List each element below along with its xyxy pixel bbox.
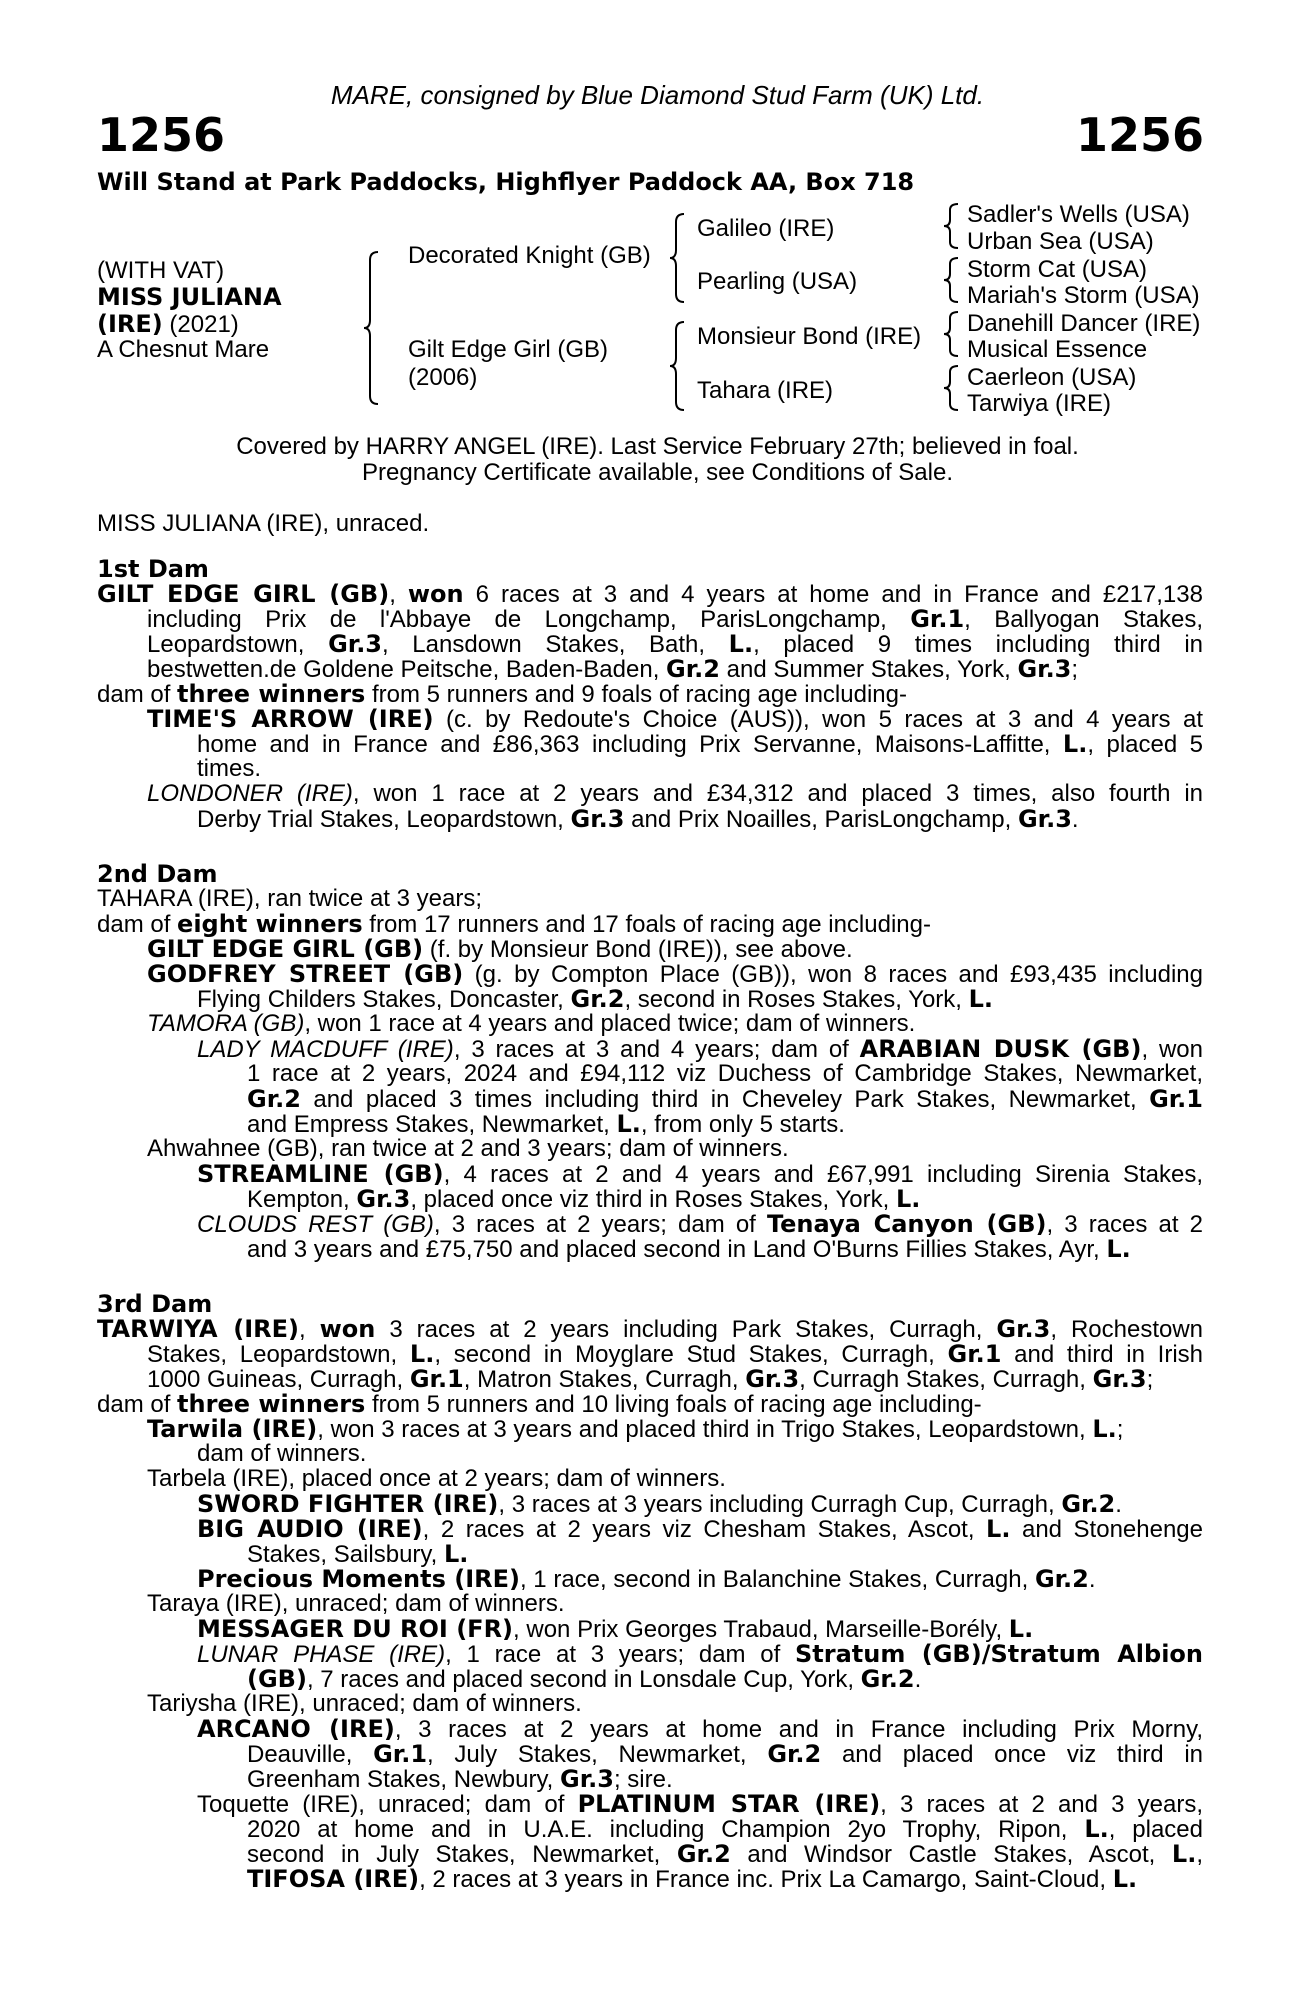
sire-name: Decorated Knight (GB) <box>408 242 651 269</box>
body-line: LUNAR PHASE (IRE), 1 race at 3 years; dam of Stratum (GB)/Stratum Albion <box>197 1640 1203 1668</box>
body-line: CLOUDS REST (GB), 3 races at 2 years; dam of Tenaya Canyon (GB), 3 races at 2 <box>197 1210 1203 1238</box>
dd-dam: Tarwiya (IRE) <box>967 390 1112 417</box>
body-line: Toquette (IRE), unraced; dam of PLATINUM STAR (IRE), 3 races at 2 and 3 years, <box>197 1790 1203 1818</box>
body-line: Ahwahnee (GB), ran twice at 2 and 3 years; dam of winners. <box>147 1135 789 1162</box>
dd-sire: Caerleon (USA) <box>967 364 1137 391</box>
body-line: Stakes, Sailsbury, L. <box>247 1540 469 1568</box>
sd-sire: Storm Cat (USA) <box>967 256 1148 283</box>
body-line: Tariysha (IRE), unraced; dam of winners. <box>147 1690 582 1717</box>
body-line: TARWIYA (IRE), won 3 races at 2 years including Park Stakes, Curragh, Gr.3, Rochestown <box>97 1315 1204 1343</box>
body-line: 1000 Guineas, Curragh, Gr.1, Matron Stakes, Curragh, Gr.3, Curragh Stakes, Curragh, Gr.3; <box>147 1365 1154 1393</box>
body-line: LONDONER (IRE), won 1 race at 2 years and £34,312 and placed 3 times, also fourth in <box>147 780 1203 807</box>
body-line: dam of eight winners from 17 runners and 17 foals of racing age including- <box>97 910 931 938</box>
covered-line-1: Covered by HARRY ANGEL (IRE). Last Service February 27th; believed in foal. <box>236 433 1079 460</box>
body-line: dam of three winners from 5 runners and 10 living foals of racing age including- <box>97 1390 982 1418</box>
body-line: and Empress Stakes, Newmarket, L., from only 5 starts. <box>247 1110 845 1138</box>
body-line: 1st Dam <box>97 555 209 583</box>
brace-sd <box>940 256 964 304</box>
dam-name: Gilt Edge Girl (GB) <box>408 336 609 363</box>
lot-number-right: 1256 <box>1075 108 1204 162</box>
body-line: (GB), 7 races and placed second in Lonsdale Cup, York, Gr.2. <box>247 1665 922 1693</box>
body-line: Derby Trial Stakes, Leopardstown, Gr.3 and Prix Noailles, ParisLongchamp, Gr.3. <box>197 805 1079 833</box>
consignor-line: MARE, consigned by Blue Diamond Stud Farm (UK) Ltd. <box>330 80 985 110</box>
body-line: and 3 years and £75,750 and placed second in Land O'Burns Fillies Stakes, Ayr, L. <box>247 1235 1131 1263</box>
body-line: including Prix de l'Abbaye de Longchamp, ParisLongchamp, Gr.1, Ballyogan Stakes, <box>147 605 1204 633</box>
body-line: home and in France and £86,363 including Prix Servanne, Maisons-Laffitte, L., placed 5 <box>197 730 1203 758</box>
body-line: dam of three winners from 5 runners and 9 foals of racing age including- <box>97 680 907 708</box>
sire-sire: Galileo (IRE) <box>697 215 835 242</box>
vat-note: (WITH VAT) <box>97 257 225 284</box>
horse-name-country: (IRE) (2021) <box>97 310 239 338</box>
body-line: second in July Stakes, Newmarket, Gr.2 and Windsor Castle Stakes, Ascot, L., <box>247 1840 1203 1868</box>
dam-year: (2006) <box>408 364 478 391</box>
body-line: Greenham Stakes, Newbury, Gr.3; sire. <box>247 1765 673 1793</box>
body-line: Stakes, Leopardstown, L., second in Moyglare Stud Stakes, Curragh, Gr.1 and third in Irish <box>147 1340 1204 1368</box>
dam-brace <box>666 318 690 414</box>
horse-description: A Chesnut Mare <box>97 336 270 363</box>
ss-sire: Sadler's Wells (USA) <box>967 201 1190 228</box>
body-line: Tarwila (IRE), won 3 races at 3 years and placed third in Trigo Stakes, Leopardstown, L.; <box>147 1415 1124 1443</box>
dam-sire: Monsieur Bond (IRE) <box>697 323 922 350</box>
body-line: Taraya (IRE), unraced; dam of winners. <box>147 1590 565 1617</box>
ds-sire: Danehill Dancer (IRE) <box>967 310 1201 337</box>
body-line: Deauville, Gr.1, July Stakes, Newmarket, Gr.2 and placed once viz third in <box>247 1740 1204 1768</box>
race-record: MISS JULIANA (IRE), unraced. <box>97 510 430 537</box>
ss-dam: Urban Sea (USA) <box>967 228 1154 255</box>
body-line: Kempton, Gr.3, placed once viz third in Roses Stakes, York, L. <box>247 1185 921 1213</box>
body-line: STREAMLINE (GB), 4 races at 2 and 4 years and £67,991 including Sirenia Stakes, <box>197 1160 1203 1188</box>
body-line: SWORD FIGHTER (IRE), 3 races at 3 years including Curragh Cup, Curragh, Gr.2. <box>197 1490 1122 1518</box>
location-line: Will Stand at Park Paddocks, Highflyer Paddock AA, Box 718 <box>97 168 915 196</box>
sd-dam: Mariah's Storm (USA) <box>967 282 1200 309</box>
body-line: TAMORA (GB), won 1 race at 4 years and placed twice; dam of winners. <box>147 1010 916 1037</box>
body-line: GODFREY STREET (GB) (g. by Compton Place (GB)), won 8 races and £93,435 including <box>147 960 1203 988</box>
body-line: Gr.2 and placed 3 times including third in Cheveley Park Stakes, Newmarket, Gr.1 <box>247 1085 1203 1113</box>
brace-ss <box>940 202 964 250</box>
sire-dam: Pearling (USA) <box>697 268 858 295</box>
brace-dd <box>940 364 964 412</box>
dam-dam: Tahara (IRE) <box>697 377 834 404</box>
body-line: times. <box>197 755 262 782</box>
body-line: 2nd Dam <box>97 860 218 888</box>
body-line: bestwetten.de Goldene Peitsche, Baden-Baden, Gr.2 and Summer Stakes, York, Gr.3; <box>147 655 1079 683</box>
body-line: LADY MACDUFF (IRE), 3 races at 3 and 4 years; dam of ARABIAN DUSK (GB), won <box>197 1035 1203 1063</box>
body-line: GILT EDGE GIRL (GB), won 6 races at 3 and 4 years at home and in France and £217,138 <box>97 580 1203 608</box>
body-line: BIG AUDIO (IRE), 2 races at 2 years viz Chesham Stakes, Ascot, L. and Stonehenge <box>197 1515 1204 1543</box>
body-line: 2020 at home and in U.A.E. including Champion 2yo Trophy, Ripon, L., placed <box>247 1815 1203 1843</box>
covered-line-2: Pregnancy Certificate available, see Conditions of Sale. <box>362 459 953 486</box>
body-line: dam of winners. <box>197 1440 367 1467</box>
main-brace <box>360 248 384 408</box>
body-line: Precious Moments (IRE), 1 race, second in Balanchine Stakes, Curragh, Gr.2. <box>197 1565 1096 1593</box>
body-line: 3rd Dam <box>97 1290 213 1318</box>
body-line: TIME'S ARROW (IRE) (c. by Redoute's Choice (AUS)), won 5 races at 3 and 4 years at <box>147 705 1203 733</box>
brace-ds <box>940 310 964 358</box>
body-line: GILT EDGE GIRL (GB) (f. by Monsieur Bond (IRE)), see above. <box>147 935 853 963</box>
body-line: Flying Childers Stakes, Doncaster, Gr.2, second in Roses Stakes, York, L. <box>197 985 994 1013</box>
body-line: MESSAGER DU ROI (FR), won Prix Georges Trabaud, Marseille-Borély, L. <box>197 1615 1034 1643</box>
body-line: Leopardstown, Gr.3, Lansdown Stakes, Bath, L., placed 9 times including third in <box>147 630 1204 658</box>
lot-number-left: 1256 <box>97 108 226 162</box>
body-line: TAHARA (IRE), ran twice at 3 years; <box>97 885 482 912</box>
horse-name: MISS JULIANA <box>97 283 282 311</box>
body-line: ARCANO (IRE), 3 races at 2 years at home and in France including Prix Morny, <box>197 1715 1204 1743</box>
body-line: Tarbela (IRE), placed once at 2 years; dam of winners. <box>147 1465 726 1492</box>
body-line: 1 race at 2 years, 2024 and £94,112 viz Duchess of Cambridge Stakes, Newmarket, <box>247 1060 1203 1087</box>
ds-dam: Musical Essence <box>967 336 1148 363</box>
body-line: TIFOSA (IRE), 2 races at 3 years in France inc. Prix La Camargo, Saint-Cloud, L. <box>247 1865 1138 1893</box>
sire-brace <box>666 210 690 306</box>
